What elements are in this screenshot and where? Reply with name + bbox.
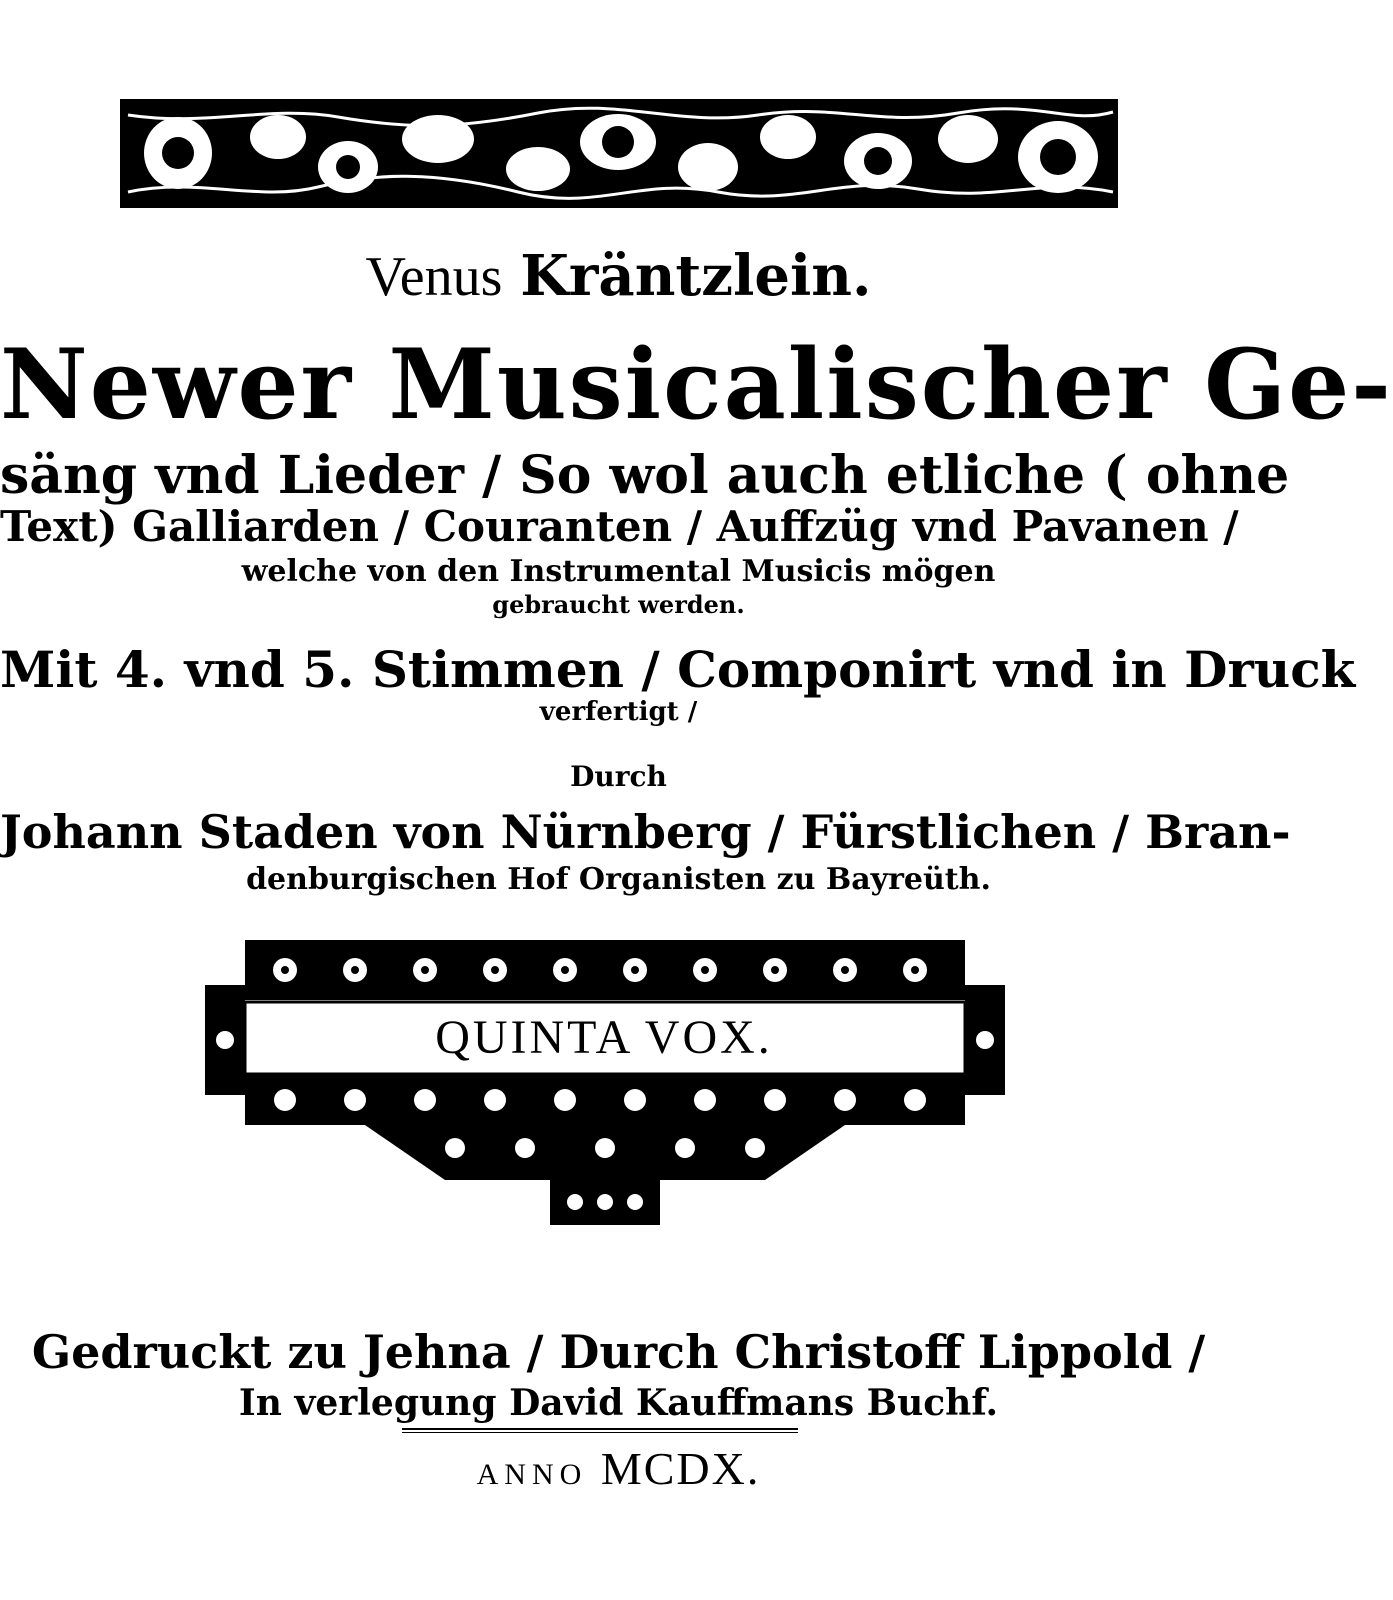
divider-rule-thin	[402, 1432, 798, 1433]
printer-line-2: In verlegung David Kauffmans Buchf.	[238, 1382, 999, 1424]
subtitle-line-1: Newer Musicalischer Ge-	[0, 328, 1393, 441]
imprint-date	[0, 1442, 1237, 1495]
subtitle-line-5: gebraucht werden.	[492, 590, 745, 619]
author-line-1: Johann Staden von Nürnberg / Fürstlichen / Bran-	[0, 805, 1291, 859]
headpiece-ornament	[118, 97, 1120, 210]
voices-line-1: Mit 4. vnd 5. Stimmen / Componirt vnd in Druck	[0, 640, 1356, 699]
divider-rule	[402, 1428, 798, 1430]
printer-line-1: Gedruckt zu Jehna / Durch Christoff Lippold /	[31, 1325, 1206, 1379]
cartouche-ornament	[205, 940, 1005, 1260]
voice-part-label: QUINTA VOX.	[435, 1011, 773, 1064]
anno-label: ANNO	[476, 1458, 588, 1491]
title-fraktur: Kräntzlein.	[520, 243, 872, 309]
subtitle-line-3: Text) Galliarden / Couranten / Auffzüg vnd Pavanen /	[0, 502, 1239, 551]
anno-year: MCDX.	[600, 1443, 761, 1494]
title-roman: Venus	[365, 246, 503, 308]
subtitle-line-4: welche von den Instrumental Musicis mögen	[241, 554, 996, 589]
author-line-2: denburgischen Hof Organisten zu Bayreüth.	[246, 862, 991, 897]
main-title	[0, 243, 1237, 309]
by-label: Durch	[570, 760, 667, 793]
voices-line-2: verfertigt /	[539, 697, 698, 727]
subtitle-line-2: säng vnd Lieder / So wol auch etliche ( ohne	[0, 445, 1290, 506]
